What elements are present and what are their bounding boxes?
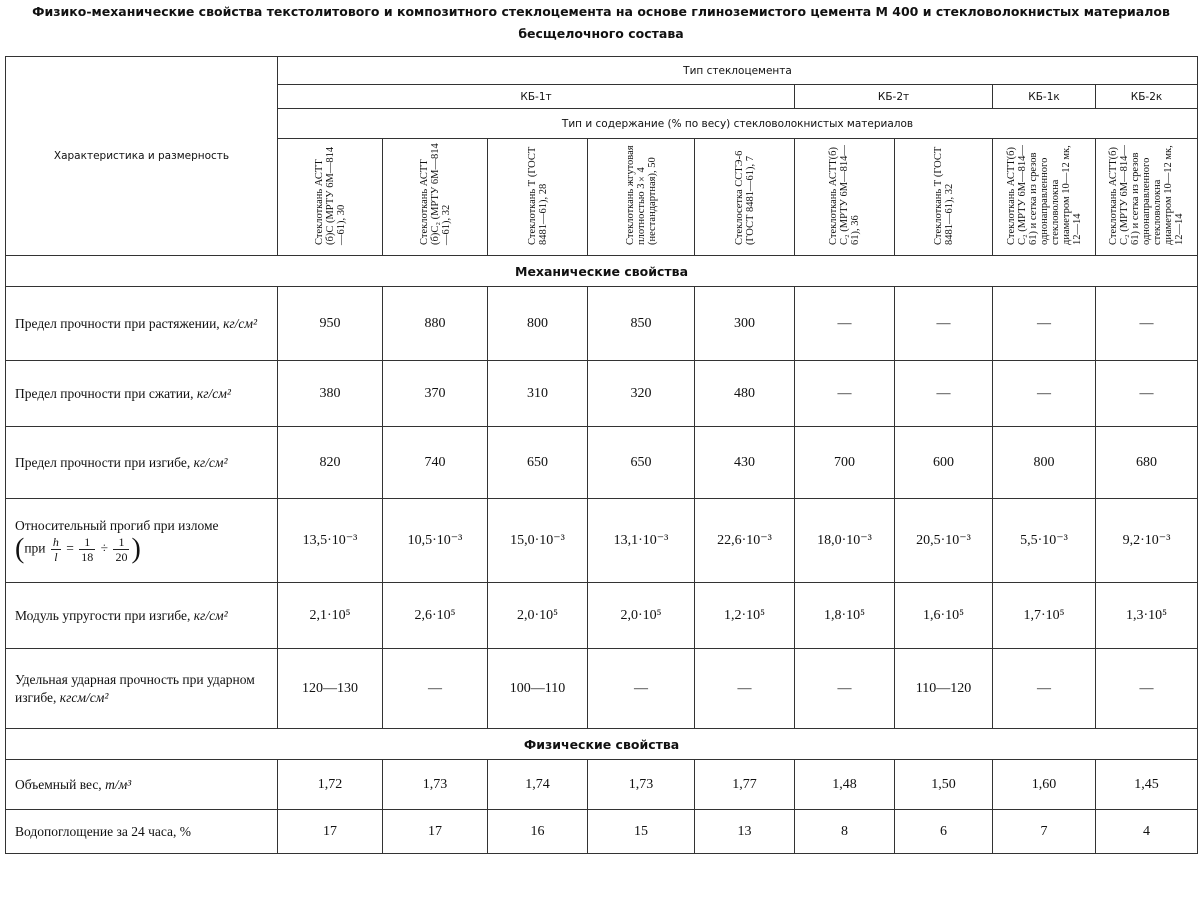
- table-row: [6, 427, 1198, 499]
- table-cell: —: [993, 361, 1096, 427]
- row-label: Удельная ударная прочность при ударном изгибе, кгсм/см²: [6, 649, 278, 729]
- table-cell: 15,0·10⁻³: [488, 499, 588, 583]
- table-cell: 740: [383, 427, 488, 499]
- material-header: Стеклоткань АСТТ (б)С (МРТУ 6М—814—61), 30: [313, 146, 347, 245]
- table-cell: 4: [1096, 810, 1198, 854]
- table-row: [6, 649, 1198, 729]
- deflection-condition: (при $\frac{h}{l}$ = $\frac{1}{18}$ ÷ $\frac{1}{20}$ ): [15, 533, 141, 565]
- table-cell: 15: [588, 810, 695, 854]
- table-row: [6, 287, 1198, 361]
- table-cell: 650: [588, 427, 695, 499]
- material-header-cell: [795, 139, 895, 256]
- table-cell: 2,1·10⁵: [278, 583, 383, 649]
- table-cell: 1,6·10⁵: [895, 583, 993, 649]
- row-label: Предел прочности при сжатии, кг/см²: [6, 361, 278, 427]
- table-cell: 13,5·10⁻³: [278, 499, 383, 583]
- material-header: Стеклоткань Т (ГОСТ 8481—61), 32: [932, 146, 955, 245]
- table-cell: —: [795, 287, 895, 361]
- table-title: [0, 0, 1202, 50]
- unit: кгсм/см²: [59, 689, 109, 705]
- table-cell: 800: [488, 287, 588, 361]
- table-row: [6, 499, 1198, 583]
- table-cell: —: [993, 287, 1096, 361]
- table-cell: 430: [695, 427, 795, 499]
- table-cell: 10,5·10⁻³: [383, 499, 488, 583]
- table-cell: 1,74: [488, 760, 588, 810]
- table-cell: 120—130: [278, 649, 383, 729]
- table-cell: 1,73: [383, 760, 488, 810]
- table-cell: 1,77: [695, 760, 795, 810]
- material-header-cell: [1096, 139, 1198, 256]
- unit: кг/см²: [196, 385, 231, 401]
- table-cell: 1,72: [278, 760, 383, 810]
- table-cell: 1,45: [1096, 760, 1198, 810]
- table-cell: 650: [488, 427, 588, 499]
- group-header-kb1t: КБ-1т: [278, 85, 795, 109]
- material-header-cell: [695, 139, 795, 256]
- table-cell: 320: [588, 361, 695, 427]
- material-header-cell: [588, 139, 695, 256]
- table-cell: 7: [993, 810, 1096, 854]
- table-cell: 1,8·10⁵: [795, 583, 895, 649]
- table-cell: 17: [383, 810, 488, 854]
- table-cell: 800: [993, 427, 1096, 499]
- table-row: [6, 583, 1198, 649]
- material-header: Стеклоткань жгутовая плотностью 3×4 (нестандартная), 50: [624, 145, 658, 245]
- unit: т/м³: [105, 776, 132, 792]
- table-cell: —: [795, 361, 895, 427]
- table-cell: 480: [695, 361, 795, 427]
- table-cell: 5,5·10⁻³: [993, 499, 1096, 583]
- table-cell: 110—120: [895, 649, 993, 729]
- table-cell: 13: [695, 810, 795, 854]
- group-header-kb2k: КБ-2к: [1096, 85, 1198, 109]
- table-cell: —: [1096, 649, 1198, 729]
- group-header-kb1k: КБ-1к: [993, 85, 1096, 109]
- table-cell: —: [695, 649, 795, 729]
- material-header: Стеклоткань АСТТ(б) С₂ (МРТУ 6М—814—61) и сетка из срезов однонаправленного стекловолокна диаметром 10—12 мк, 12—14: [1005, 145, 1083, 245]
- table-cell: 1,7·10⁵: [993, 583, 1096, 649]
- table-cell: 9,2·10⁻³: [1096, 499, 1198, 583]
- table-cell: 17: [278, 810, 383, 854]
- table-cell: 18,0·10⁻³: [795, 499, 895, 583]
- table-cell: 20,5·10⁻³: [895, 499, 993, 583]
- table-row: [6, 760, 1198, 810]
- table-cell: 680: [1096, 427, 1198, 499]
- materials-header: Тип и содержание (% по весу) стекловолокнистых материалов: [278, 109, 1198, 139]
- table-cell: 2,6·10⁵: [383, 583, 488, 649]
- table-cell: —: [1096, 287, 1198, 361]
- table-cell: 100—110: [488, 649, 588, 729]
- row-label: Модуль упругости при изгибе, кг/см²: [6, 583, 278, 649]
- material-header-cell: [488, 139, 588, 256]
- row-label: Предел прочности при растяжении, кг/см²: [6, 287, 278, 361]
- group-header-kb2t: КБ-2т: [795, 85, 993, 109]
- characteristic-header: Характеристика и размерность: [6, 57, 278, 256]
- table-cell: 2,0·10⁵: [588, 583, 695, 649]
- table-cell: 820: [278, 427, 383, 499]
- table-cell: 700: [795, 427, 895, 499]
- table-cell: 1,60: [993, 760, 1096, 810]
- table-cell: —: [383, 649, 488, 729]
- table-cell: —: [895, 361, 993, 427]
- table-cell: 1,48: [795, 760, 895, 810]
- table-cell: 1,73: [588, 760, 695, 810]
- table-cell: 1,3·10⁵: [1096, 583, 1198, 649]
- material-header: Стеклоткань АСТТ (б)С₂ (МРТУ 6М—814—61), 32: [418, 143, 452, 245]
- material-header: Стеклоткань Т (ГОСТ 8481—61), 28: [526, 146, 549, 245]
- material-header-cell: [383, 139, 488, 256]
- material-header-cell: [278, 139, 383, 256]
- table-row: [6, 361, 1198, 427]
- row-label: Предел прочности при изгибе, кг/см²: [6, 427, 278, 499]
- glass-cement-type-header: Тип стеклоцемента: [278, 57, 1198, 85]
- table-cell: 380: [278, 361, 383, 427]
- row-label: Объемный вес, т/м³: [6, 760, 278, 810]
- deflection-label: Относительный прогиб при изломе: [15, 518, 219, 533]
- material-header: Стеклосетка ССТЭ-6 (ГОСТ 8481—61), 7: [733, 150, 756, 245]
- properties-table: [5, 56, 1198, 854]
- table-cell: 370: [383, 361, 488, 427]
- unit: кг/см²: [193, 607, 228, 623]
- table-cell: 850: [588, 287, 695, 361]
- table-cell: 16: [488, 810, 588, 854]
- section-physical: Физические свойства: [6, 729, 1198, 760]
- row-label: [6, 499, 278, 583]
- table-cell: 880: [383, 287, 488, 361]
- material-header-cell: [993, 139, 1096, 256]
- table-cell: —: [588, 649, 695, 729]
- table-cell: 6: [895, 810, 993, 854]
- table-row: [6, 810, 1198, 854]
- material-header-cell: [895, 139, 993, 256]
- table-cell: —: [795, 649, 895, 729]
- table-cell: 13,1·10⁻³: [588, 499, 695, 583]
- table-cell: 8: [795, 810, 895, 854]
- table-cell: 310: [488, 361, 588, 427]
- unit: кг/см²: [223, 315, 258, 331]
- table-cell: —: [1096, 361, 1198, 427]
- section-mechanical: Механические свойства: [6, 256, 1198, 287]
- table-cell: 1,50: [895, 760, 993, 810]
- table-cell: 950: [278, 287, 383, 361]
- title-line-2: бесщелочного состава: [518, 26, 684, 41]
- table-cell: 2,0·10⁵: [488, 583, 588, 649]
- title-line-1: Физико-механические свойства текстолитового и композитного стеклоцемента на основе глиноземистого цемента М 400 и стекловолокнистых материалов: [32, 4, 1170, 19]
- table-cell: 600: [895, 427, 993, 499]
- unit: кг/см²: [193, 454, 228, 470]
- material-header: Стеклоткань АСТТ(б) С₂ (МРТУ 6М—814—61), 36: [828, 145, 861, 245]
- table-cell: —: [993, 649, 1096, 729]
- table-cell: —: [895, 287, 993, 361]
- material-header: Стеклоткань АСТТ(б) С₂ (МРТУ 6М—814—61) и сетка из срезов однонаправленного стекловолокна диаметром 10—12 мк, 12—14: [1108, 145, 1186, 245]
- row-label: Водопоглощение за 24 часа, %: [6, 810, 278, 854]
- table-cell: 22,6·10⁻³: [695, 499, 795, 583]
- table-cell: 1,2·10⁵: [695, 583, 795, 649]
- table-cell: 300: [695, 287, 795, 361]
